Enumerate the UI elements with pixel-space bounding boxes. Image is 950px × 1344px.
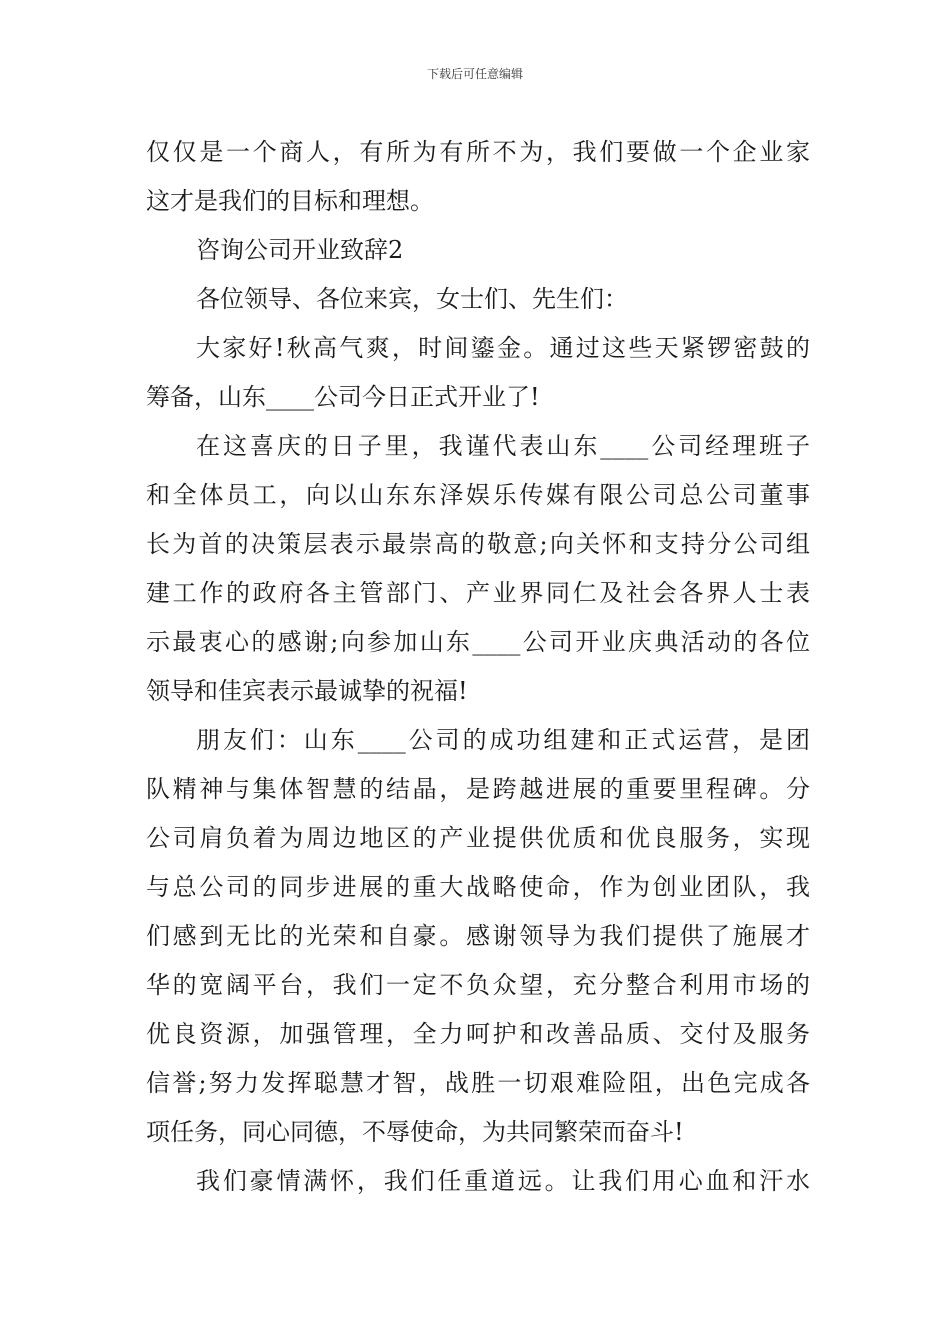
salutation-line: 各位领导、各位来宾，女士们、先生们： <box>196 285 628 313</box>
text-line: 建工作的政府各主管部门、产业界同仁及社会各界人士表 <box>146 579 810 607</box>
text-line: 领导和佳宾表示最诚挚的祝福! <box>146 677 468 705</box>
text-line: 这才是我们的目标和理想。 <box>146 187 434 215</box>
text-line: 与总公司的同步进展的重大战略使命，作为创业团队，我 <box>146 873 810 901</box>
text-line: 们感到无比的光荣和自豪。感谢领导为我们提供了施展才 <box>146 922 810 950</box>
text-line: 项任务，同心同德，不辱使命，为共同繁荣而奋斗! <box>146 1118 684 1146</box>
text-line: 队精神与集体智慧的结晶，是跨越进展的重要里程碑。分 <box>146 775 810 803</box>
text-line: 在这喜庆的日子里，我谨代表山东____公司经理班子 <box>196 432 810 460</box>
text-line: 信誉;努力发挥聪慧才智，战胜一切艰难险阻，出色完成各 <box>146 1069 810 1097</box>
text-line: 筹备，山东____公司今日正式开业了! <box>146 383 540 411</box>
text-line: 朋友们：山东____公司的成功组建和正式运营，是团 <box>196 726 810 754</box>
text-line: 我们豪情满怀，我们任重道远。让我们用心血和汗水 <box>196 1167 810 1195</box>
text-line: 长为首的决策层表示最崇高的敬意;向关怀和支持分公司组 <box>146 530 810 558</box>
text-line: 和全体员工，向以山东东泽娱乐传媒有限公司总公司董事 <box>146 481 810 509</box>
text-line: 公司肩负着为周边地区的产业提供优质和优良服务，实现 <box>146 824 810 852</box>
page-header-note: 下载后可任意编辑 <box>426 67 523 81</box>
text-line: 大家好!秋高气爽，时间鎏金。通过这些天紧锣密鼓的 <box>196 334 810 362</box>
section-heading: 咨询公司开业致辞2 <box>196 236 404 264</box>
document-body <box>146 128 810 1206</box>
text-line: 华的宽阔平台，我们一定不负众望，充分整合利用市场的 <box>146 971 810 999</box>
text-line: 优良资源，加强管理，全力呵护和改善品质、交付及服务 <box>146 1020 810 1048</box>
text-line: 示最衷心的感谢;向参加山东____公司开业庆典活动的各位 <box>146 628 810 656</box>
text-line: 仅仅是一个商人，有所为有所不为，我们要做一个企业家 <box>146 138 810 166</box>
